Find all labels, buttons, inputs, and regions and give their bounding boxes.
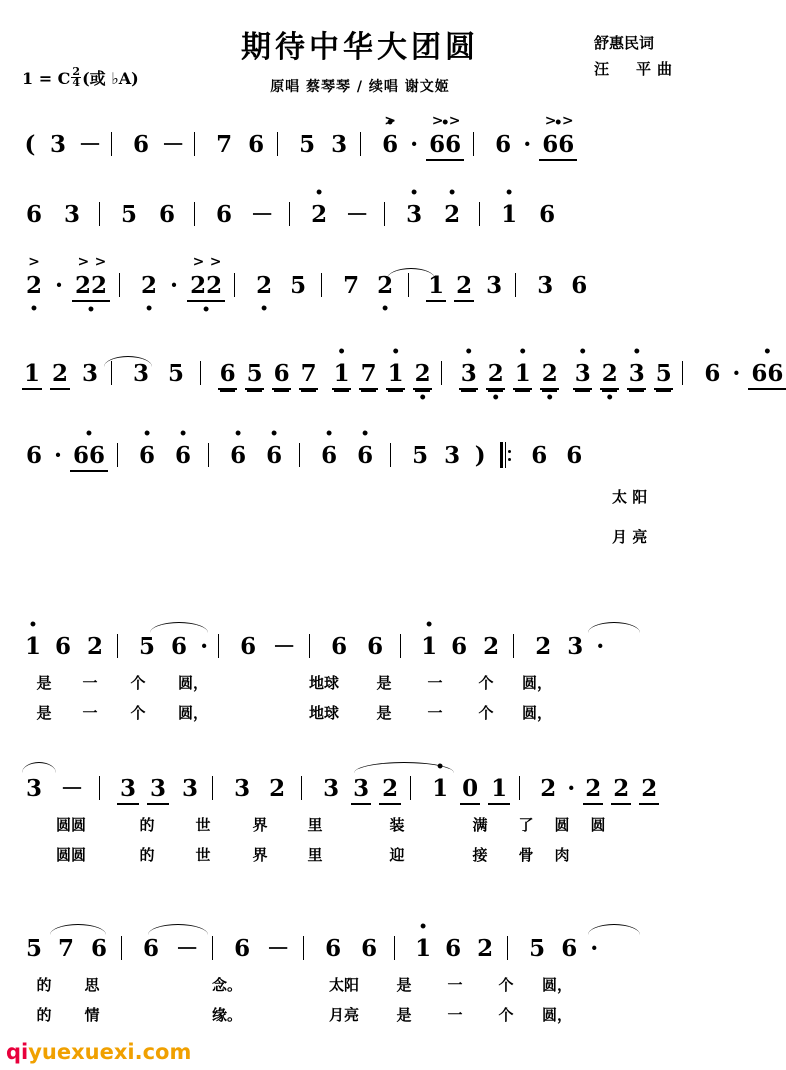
- lyric-word: 个: [130, 674, 146, 692]
- note: 7: [58, 935, 75, 962]
- barline: [200, 361, 201, 385]
- note: 0: [460, 775, 480, 805]
- note: 6: [331, 633, 348, 660]
- lyric-word: 了: [518, 816, 534, 834]
- lyric-word: 满: [472, 816, 488, 834]
- note: 6: [539, 201, 556, 228]
- barline: [384, 202, 385, 226]
- time-signature-denominator: 4: [72, 76, 81, 89]
- note: 6: [240, 633, 257, 660]
- page-title: 期待中华大团圆: [241, 30, 479, 65]
- note: 3: [50, 131, 67, 158]
- note: • 3: [459, 360, 478, 390]
- composer-credit: 汪 平曲: [593, 60, 678, 78]
- note: • 6: [226, 442, 250, 469]
- lyric-word: 念。: [211, 976, 242, 994]
- note: 2 •: [486, 360, 505, 390]
- note: 2 •: [540, 360, 559, 390]
- note: 2: [269, 775, 286, 802]
- barline: [212, 936, 213, 960]
- slur: [588, 622, 640, 633]
- note-group: 22 > > •: [187, 272, 225, 302]
- score-row: [0, 930, 720, 1040]
- note: 3: [444, 442, 461, 469]
- barline: [321, 273, 322, 297]
- accent-mark: >: [384, 113, 397, 129]
- barline: [473, 132, 474, 156]
- note-dash: －: [266, 935, 290, 962]
- lyrics-verse-1: 太 阳: [612, 488, 648, 506]
- barline: [194, 202, 195, 226]
- lyric-word: 的: [36, 1006, 52, 1024]
- lyric-word: 思: [84, 976, 100, 994]
- accent-mark: >: [431, 113, 444, 129]
- note: 5: [412, 442, 429, 469]
- note: 2: [639, 775, 659, 805]
- slur: [150, 622, 208, 633]
- notation-line: [22, 254, 593, 314]
- note: 3: [133, 360, 150, 387]
- lyric-word: 太阳: [328, 976, 359, 994]
- accent-mark: >: [77, 254, 90, 270]
- time-signature-numerator: 2: [72, 65, 81, 78]
- score-row: [0, 113, 720, 196]
- lyric-word: 圆圆: [55, 846, 86, 864]
- note: 6: [367, 633, 384, 660]
- note-dash: －: [250, 201, 274, 228]
- note: 6: [234, 935, 251, 962]
- note-dash: －: [161, 131, 185, 158]
- key-suffix: (或 ♭A): [82, 69, 139, 88]
- lyric-word: 圆，: [521, 674, 552, 692]
- duration-dot: ·: [55, 272, 64, 299]
- barline: [117, 443, 118, 467]
- accent-mark: >: [209, 254, 222, 270]
- note: 3: [486, 272, 503, 299]
- note: 1: [426, 272, 446, 302]
- performers-credit: 原唱 蔡琴琴 / 续唱 谢文姬: [270, 79, 450, 95]
- notation-line: [22, 930, 599, 972]
- note: 6: [566, 442, 583, 469]
- lyric-word: 界: [252, 846, 268, 864]
- note: • 1: [22, 633, 44, 660]
- note: 6: [451, 633, 468, 660]
- note: 5: [121, 201, 138, 228]
- barline: [513, 634, 514, 658]
- lyric-word: 个: [478, 674, 494, 692]
- note-dash: －: [272, 633, 296, 660]
- barline: [303, 936, 304, 960]
- lyric-word: 是: [376, 674, 392, 692]
- key-prefix: 1 = C: [22, 69, 71, 88]
- note: 6: [531, 442, 548, 469]
- lyrics-verse-1: [22, 974, 582, 995]
- note: 6: [216, 201, 233, 228]
- lyric-word: 迎: [389, 846, 405, 864]
- note: 7: [343, 272, 360, 299]
- lyric-word: 个: [498, 1006, 514, 1024]
- lyric-word: 个: [130, 704, 146, 722]
- score-row: [0, 254, 720, 342]
- lyric-word: 装: [389, 816, 405, 834]
- notation-line: [22, 770, 659, 812]
- note: • 3: [573, 360, 592, 390]
- note: 6: [248, 131, 265, 158]
- lyric-word: 是: [396, 1006, 412, 1024]
- slur: [588, 924, 640, 935]
- notation-line: [22, 628, 605, 670]
- lyric-word: 界: [252, 816, 268, 834]
- barline: [99, 776, 100, 800]
- note-dash: －: [78, 131, 102, 158]
- note: • 1: [412, 935, 434, 962]
- note: 6: [159, 201, 176, 228]
- note: • 1: [332, 360, 351, 390]
- duration-dot: ·: [54, 442, 63, 469]
- notation-line: [22, 113, 577, 168]
- note: • 1: [418, 633, 440, 660]
- note: 6: [325, 935, 342, 962]
- note: 5: [654, 360, 673, 390]
- note: 6: [704, 360, 721, 387]
- barline: [479, 202, 480, 226]
- lyric-word: 月亮: [328, 1006, 359, 1024]
- note: 2 •: [413, 360, 432, 390]
- note: 6: [445, 935, 462, 962]
- duration-dot: ·: [596, 633, 605, 660]
- barline: [515, 273, 516, 297]
- note: 3: [117, 775, 139, 805]
- note: 3: [64, 201, 81, 228]
- note: 1: [22, 360, 42, 390]
- lyric-word: 骨: [518, 846, 534, 864]
- barline: [119, 273, 120, 297]
- accent-mark: >: [94, 254, 107, 270]
- barline: [212, 776, 213, 800]
- barline: [682, 361, 683, 385]
- lyric-word: 里: [307, 846, 323, 864]
- note: 7: [216, 131, 233, 158]
- note-group: • 66 > >: [539, 131, 577, 161]
- lyric-word: 是: [376, 704, 392, 722]
- lyric-word: 一: [427, 674, 443, 692]
- credits-block: [594, 30, 678, 82]
- lyrics-verse-1: [22, 672, 562, 693]
- barline: [111, 132, 112, 156]
- note: 6: [143, 935, 160, 962]
- barline: [360, 132, 361, 156]
- lyric-word: 圆圆: [55, 816, 86, 834]
- lyric-word: 的: [139, 816, 155, 834]
- barline: [218, 634, 219, 658]
- note: 6: [361, 935, 378, 962]
- note: 3: [567, 633, 584, 660]
- note: • 6: [135, 442, 159, 469]
- lyric-word: 圆，: [541, 1006, 572, 1024]
- lyrics-verse-2: [22, 844, 580, 865]
- lyric-word: 的: [139, 846, 155, 864]
- note: 2 •: [252, 272, 276, 299]
- lyric-word: 是: [396, 976, 412, 994]
- note: 3: [82, 360, 99, 387]
- bracket-open: (: [24, 131, 36, 158]
- note: 5: [25, 935, 42, 962]
- note: 3: [537, 272, 554, 299]
- lyric-word: 是: [36, 674, 52, 692]
- barline: [299, 443, 300, 467]
- note: 2: [379, 775, 401, 805]
- accent-mark: >: [192, 254, 205, 270]
- lyric-word: 缘。: [211, 1006, 242, 1024]
- barline: [234, 273, 235, 297]
- accent-mark: >: [448, 113, 461, 129]
- note: 6: [25, 442, 42, 469]
- note: 5: [290, 272, 307, 299]
- barline: [117, 634, 118, 658]
- note-dash: －: [345, 201, 369, 228]
- duration-dot: ·: [170, 272, 179, 299]
- note: 2: [454, 272, 474, 302]
- note: 7: [299, 360, 318, 390]
- notation-line: [22, 196, 565, 238]
- score-row: [0, 442, 720, 562]
- note: 6: [495, 131, 512, 158]
- lyric-word: 个: [478, 704, 494, 722]
- note: 3: [351, 775, 371, 805]
- slur: [387, 268, 435, 279]
- lyrics-verse-2: 月 亮: [612, 528, 648, 546]
- lyric-word: 圆，: [521, 704, 552, 722]
- note: 6: [133, 131, 150, 158]
- duration-dot: ·: [567, 775, 576, 802]
- duration-dot: ·: [410, 131, 419, 158]
- lyric-word: 地球: [308, 704, 339, 722]
- duration-dot: ·: [590, 935, 599, 962]
- score-row: [0, 628, 720, 738]
- note: 2 •: [137, 272, 161, 299]
- note-group: 22 > > •: [72, 272, 110, 302]
- note: 6: [571, 272, 588, 299]
- note: 3: [323, 775, 340, 802]
- barline: [394, 936, 395, 960]
- repeat-sign: [500, 442, 511, 468]
- lyric-word: 一: [82, 704, 98, 722]
- note: 2: [477, 935, 494, 962]
- note-dash: －: [175, 935, 199, 962]
- barline: [309, 634, 310, 658]
- notation-line: [22, 360, 786, 402]
- note: 6: [55, 633, 72, 660]
- lyric-word: 是: [36, 704, 52, 722]
- note: 3: [147, 775, 169, 805]
- note: 1: [488, 775, 510, 805]
- barline: [507, 936, 508, 960]
- accent-mark: >: [28, 254, 40, 270]
- lyric-word: 圆，: [541, 976, 572, 994]
- score-row: [0, 196, 720, 266]
- time-signature: [71, 67, 81, 88]
- barline: [519, 776, 520, 800]
- lyrics-verse-2: [22, 702, 562, 723]
- note: 2 •: [600, 360, 619, 390]
- slur: [104, 356, 152, 367]
- duration-dot: ·: [732, 360, 741, 387]
- note: 6: [25, 201, 42, 228]
- accent-mark: >: [544, 113, 557, 129]
- notation-line: [22, 442, 589, 484]
- note: 3: [234, 775, 251, 802]
- note-group: • 66 > >: [426, 131, 464, 161]
- barline: [208, 443, 209, 467]
- note: 5: [168, 360, 185, 387]
- note: 2: [87, 633, 104, 660]
- barline: [400, 634, 401, 658]
- note: 6: [171, 633, 188, 660]
- note: 2 > •: [22, 272, 46, 299]
- note: 6: [218, 360, 237, 390]
- note: 2: [535, 633, 552, 660]
- note: • 3: [627, 360, 646, 390]
- lyric-word: 圆: [590, 816, 606, 834]
- note: • 1: [386, 360, 405, 390]
- barline: [441, 361, 442, 385]
- note: • 6 >: [378, 131, 402, 158]
- lyrics-verse-1: [22, 814, 616, 835]
- note: 2: [611, 775, 631, 805]
- lyric-word: 一: [82, 674, 98, 692]
- lyric-word: 接: [472, 846, 488, 864]
- barline: [121, 936, 122, 960]
- note: • 6: [167, 442, 199, 469]
- note: • 2: [307, 201, 331, 228]
- note: 5: [139, 633, 156, 660]
- lyric-word: 世: [195, 816, 211, 834]
- note: 5: [299, 131, 316, 158]
- lyric-word: 的: [36, 976, 52, 994]
- note: 2: [50, 360, 70, 390]
- note: 6: [272, 360, 291, 390]
- duration-dot: ·: [200, 633, 209, 660]
- barline: [410, 776, 411, 800]
- barline: [301, 776, 302, 800]
- lyric-word: 一: [447, 976, 463, 994]
- barline: [390, 443, 391, 467]
- note: 5: [529, 935, 546, 962]
- bracket-close: ): [474, 442, 486, 469]
- note: • 3: [402, 201, 426, 228]
- note: • 1: [428, 775, 452, 802]
- note: 3: [331, 131, 348, 158]
- score-row: [0, 770, 720, 880]
- note-group: • 66: [70, 442, 108, 472]
- score-row: [0, 360, 784, 430]
- watermark-part-2: yuexuexi.com: [28, 1040, 192, 1064]
- slur: [148, 924, 208, 935]
- site-watermark: [6, 1040, 191, 1064]
- note: 6: [561, 935, 578, 962]
- note: 3: [25, 775, 42, 802]
- slur: [50, 924, 106, 935]
- note: 2: [583, 775, 603, 805]
- barline: [277, 132, 278, 156]
- key-signature: [22, 66, 139, 89]
- lyric-word: 个: [498, 976, 514, 994]
- note: 2 •: [371, 272, 399, 299]
- lyrics-verse-2: [22, 1004, 582, 1025]
- lyric-word: 情: [84, 1006, 100, 1024]
- note: • 2: [434, 201, 470, 228]
- lyric-word: 地球: [308, 674, 339, 692]
- lyricist-credit: 舒惠民词: [593, 34, 654, 52]
- note: • 1: [497, 201, 521, 228]
- accent-mark: >: [561, 113, 574, 129]
- note: 2: [540, 775, 557, 802]
- barline: [194, 132, 195, 156]
- note: 5: [245, 360, 264, 390]
- note-group: • 66: [748, 360, 786, 390]
- barline: [289, 202, 290, 226]
- barline: [99, 202, 100, 226]
- note: 2: [483, 633, 500, 660]
- note: • 6: [317, 442, 341, 469]
- lyric-word: 肉: [554, 846, 570, 864]
- lyric-word: 一: [447, 1006, 463, 1024]
- note: • 6: [349, 442, 381, 469]
- lyric-word: 圆，: [177, 674, 208, 692]
- duration-dot: ·: [523, 131, 532, 158]
- lyric-word: 里: [307, 816, 323, 834]
- lyric-word: 世: [195, 846, 211, 864]
- slur: [22, 762, 56, 773]
- lyric-word: 一: [427, 704, 443, 722]
- note: 7: [359, 360, 378, 390]
- note: • 6: [258, 442, 290, 469]
- lyric-word: 圆，: [177, 704, 208, 722]
- note: 6: [91, 935, 108, 962]
- watermark-part-1: qi: [6, 1040, 29, 1064]
- note: • 1: [513, 360, 532, 390]
- lyric-word: 圆: [554, 816, 570, 834]
- note: 3: [182, 775, 199, 802]
- note-dash: －: [60, 775, 84, 802]
